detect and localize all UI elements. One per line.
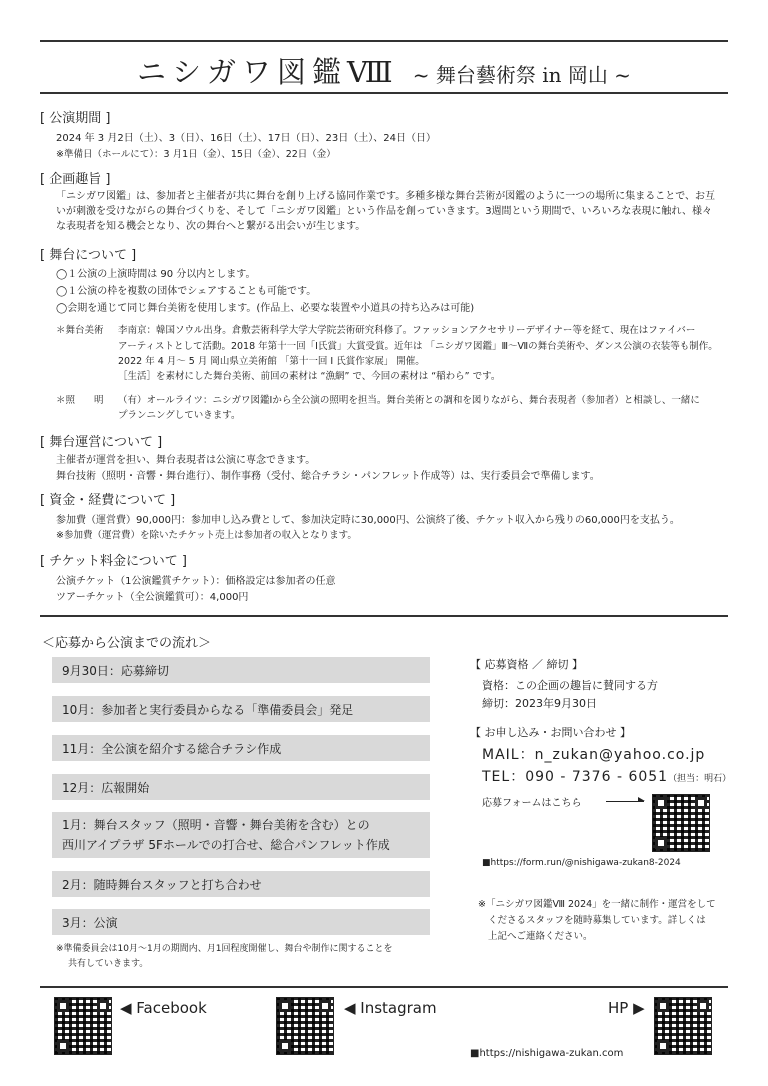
flow-step: 1月：舞台スタッフ（照明・音響・舞台美術を含む）との 西川アイプラザ 5Fホールでの打合せ、総合パンフレット作成 <box>52 812 430 858</box>
staff-note: ※「ニシガワ図鑑Ⅷ 2024」を一緒に制作・運営をして <box>478 899 716 910</box>
form-arrow-head <box>638 797 645 801</box>
facebook-label[interactable]: ◀ Facebook <box>120 999 207 1017</box>
stage-art-label: ＊舞台美術 <box>56 325 104 336</box>
top-rule <box>40 40 728 42</box>
stage-art-line: ［生活］を素材にした舞台美術、前回の素材は “漁網” で、今回の素材は “稲わら” です。 <box>118 371 501 382</box>
flow-arrow <box>92 897 112 906</box>
flow-step: 10月：参加者と実行委員からなる「準備委員会」発足 <box>52 696 430 722</box>
stage-light-line: （有）オールライツ：ニシガワ図鑑Ⅰから全公演の照明を担当。舞台美術との調和を図りながら、舞台表現者（参加者）と相談し、一緒に <box>118 395 700 406</box>
title-rule <box>40 92 728 94</box>
concept-heading: [ 企画趣旨 ] <box>40 172 111 187</box>
stage-item: ◯１公演の上演時間は 90 分以内とします。 <box>56 269 256 280</box>
facebook-qr-code[interactable] <box>54 997 112 1055</box>
apply-deadline: 締切：2023年9月30日 <box>482 697 597 710</box>
operation-line: 舞台技術（照明・音響・舞台進行）、制作事務（受付、総合チラシ・パンフレット作成等）は、実行委員会で準備します。 <box>56 471 600 482</box>
flow-step: 9月30日：応募締切 <box>52 657 430 683</box>
apply-heading: 【 応募資格 ／ 締切 】 <box>470 658 583 671</box>
tickets-heading: [ チケット料金について ] <box>40 554 187 569</box>
flow-arrow <box>92 800 112 809</box>
contact-heading: 【 お申し込み・お問い合わせ 】 <box>470 726 631 739</box>
funds-line: 参加費（運営費）90,000円：参加申し込み費として、参加決定時に30,000円、公演終了後、チケット収入から残りの60,000円を支払う。 <box>56 515 680 526</box>
form-arrow-line <box>606 801 644 802</box>
flow-step: 12月：広報開始 <box>52 774 430 800</box>
title-sub: ~ 舞台藝術祭 in 岡山 ~ <box>412 63 631 87</box>
staff-note: 上記へご連絡ください。 <box>488 931 593 942</box>
form-label: 応募フォームはこちら <box>482 798 582 809</box>
instagram-qr-code[interactable] <box>276 997 334 1055</box>
bottom-rule <box>40 986 728 988</box>
stage-art-line: 2022 年 4 月～ 5 月 岡山県立美術館 「第十一回 I 氏賞作家展」 開催。 <box>118 356 425 367</box>
period-heading: [ 公演期間 ] <box>40 111 111 126</box>
form-qr-code[interactable] <box>652 794 710 852</box>
hp-qr-code[interactable] <box>654 997 712 1055</box>
period-prep: ※準備日（ホールにて）：3 月1日（金）、15日（金）、22日（金） <box>56 149 336 160</box>
stage-heading: [ 舞台について ] <box>40 248 137 263</box>
hp-url[interactable]: ■https://nishigawa-zukan.com <box>470 1048 624 1059</box>
flow-arrow <box>92 761 112 770</box>
staff-note: くださるスタッフを随時募集しています。詳しくは <box>488 915 706 926</box>
operation-heading: [ 舞台運営について ] <box>40 435 163 450</box>
flow-step: 11月：全公演を紹介する総合チラシ作成 <box>52 735 430 761</box>
stage-item: ◯１公演の枠を複数の団体でシェアすることも可能です。 <box>56 286 317 297</box>
flow-step: 2月：随時舞台スタッフと打ち合わせ <box>52 871 430 897</box>
hp-label[interactable]: HP ▶ <box>608 999 645 1017</box>
instagram-label[interactable]: ◀ Instagram <box>344 999 437 1017</box>
flow-arrow <box>92 722 112 731</box>
tickets-line: ツアーチケット（全公演鑑賞可）：4,000円 <box>56 592 249 603</box>
tickets-line: 公演チケット（1公演鑑賞チケット）：価格設定は参加者の任意 <box>56 576 336 587</box>
stage-light-line: プランニングしていきます。 <box>118 410 241 421</box>
page-title <box>0 50 768 91</box>
title-main: ニシガワ図鑑Ⅷ <box>137 55 399 89</box>
stage-art-line: 李南京：韓国ソウル出身。倉敷芸術科学大学大学院芸術研究科修了。ファッションアクセサリーデザイナー等を経て、現在はファイバー <box>118 325 696 336</box>
contact-mail[interactable]: MAIL：n_zukan@yahoo.co.jp <box>482 747 706 763</box>
stage-light-label: ＊照 明 <box>56 395 104 406</box>
middle-rule <box>40 615 728 617</box>
concept-text: 「ニシガワ図鑑」は、参加者と主催者が共に舞台を創り上げる協同作業です。多種多様な舞台芸術が図鑑のように一つの場所に集まることで、お互いが刺激を受けながらの舞台づくりを、そして「ニシガワ図鑑」という作品を創っていきます。3週間という期間で、いろいろな表現に触れ、様々な表現者を知る機会となり、次の舞台へと繋がる出会いが生じます。 <box>56 191 715 232</box>
flow-note: 共有していきます。 <box>68 959 149 969</box>
flow-heading: ＜応募から公演までの流れ＞ <box>42 636 212 651</box>
flow-step: 3月：公演 <box>52 909 430 935</box>
form-url[interactable]: ■https://form.run/@nishigawa-zukan8-2024 <box>482 858 681 868</box>
flow-note: ※準備委員会は10月～1月の期間内、月1回程度開催し、舞台や制作に関することを <box>56 944 393 954</box>
stage-art-line: アーティストとして活動。2018 年第十一回「I氏賞」大賞受賞。近年は 「ニシガワ図鑑」Ⅲ～Ⅶの舞台美術や、ダンス公演の衣装等も制作。 <box>118 341 718 352</box>
period-dates: 2024 年 3 月2日（土）、3（日）、16日（土）、17日（日）、23日（土）、24日（日） <box>56 133 436 144</box>
flow-arrow <box>92 858 112 867</box>
funds-line: ※参加費（運営費）を除いたチケット売上は参加者の収入となります。 <box>56 530 357 541</box>
funds-heading: [ 資金・経費について ] <box>40 493 176 508</box>
stage-item: ◯会期を通じて同じ舞台美術を使用します。(作品上、必要な装置や小道具の持ち込みは可能) <box>56 303 475 314</box>
flow-arrow <box>92 683 112 692</box>
contact-tel[interactable]: TEL：090 - 7376 - 6051（担当：明石） <box>482 769 732 785</box>
operation-line: 主催者が運営を担い、舞台表現者は公演に専念できます。 <box>56 455 316 466</box>
apply-qualification: 資格：この企画の趣旨に賛同する方 <box>482 679 658 692</box>
